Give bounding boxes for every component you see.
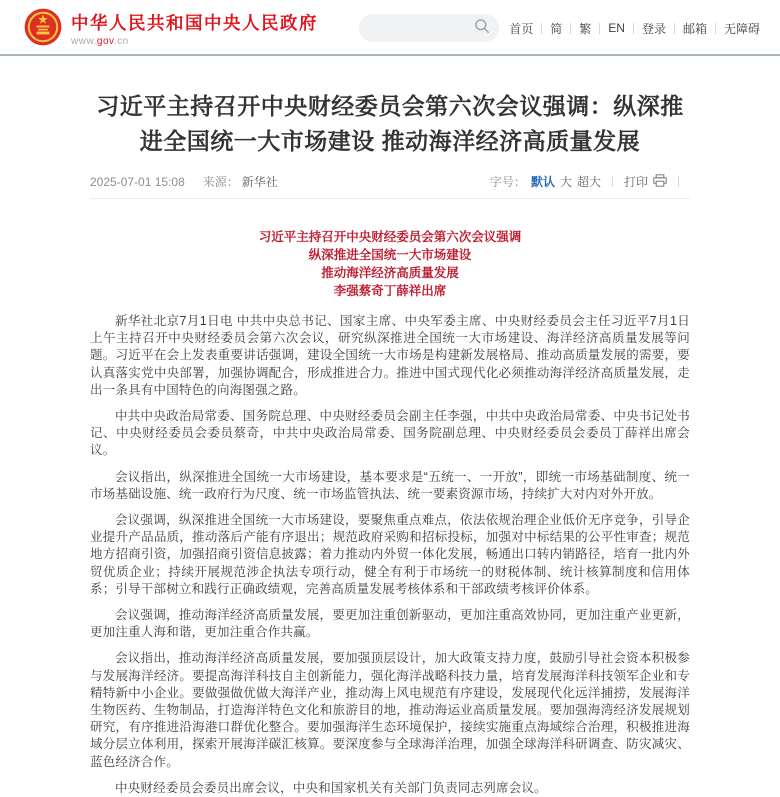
- nav-separator: [570, 23, 571, 34]
- subtitle-line: 李强蔡奇丁薛祥出席: [333, 284, 447, 298]
- site-title: 中华人民共和国中央人民政府: [71, 12, 318, 33]
- nav-separator: [674, 23, 675, 34]
- meta-right: [490, 173, 690, 190]
- nav-link-accessibility[interactable]: 无障碍: [723, 21, 760, 36]
- nav-link-mailbox[interactable]: 邮箱: [682, 21, 707, 36]
- meta-separator: [612, 176, 613, 187]
- article-paragraph: 中央财经委员会委员出席会议，中央和国家机关有关部门负责同志列席会议。: [115, 780, 547, 795]
- subtitle-line: 纵深推进全国统一大市场建设: [308, 248, 472, 262]
- nav-link-simplified[interactable]: 简: [550, 21, 563, 36]
- article-paragraph: 会议指出，推动海洋经济高质量发展，要加强顶层设计，加大政策支持力度，鼓励引导社会资本积极参与发展海洋经济。要提高海洋科技自主创新能力，强化海洋战略科技力量，培育发展海洋科技领军企业和专精特新中小企业。要做强做优做大海洋产业，推动海上风电规范有序建设，发展现代化远洋捕捞，发展海洋生物医药、生物制品，打造海洋特色文化和旅游目的地，推动海运业高质量发展。要加强海湾经济发展规划研究，有序推进沿海港口群优化整合。要加强海洋生态环境保护，接续实施重点海域综合治理，积极推进海域分层立体利用，探索开展海洋碳汇核算。要深度参与全球海洋治理，加强全球海洋科研调查、防灾减灾、蓝色经济合作。: [90, 651, 690, 769]
- site-url: www.gov.cn: [71, 35, 129, 47]
- article-paragraph: 新华社北京7月1日电 中共中央总书记、国家主席、中央军委主席、中央财经委员会主任习近平7月1日上午主持召开中央财经委员会第六次会议，研究纵深推进全国统一大市场建设、海洋经济高质量发展等问题。习近平在会上发表重要讲话强调，建设全国统一大市场是构建新发展格局、推动高质量发展的需要，要认真落实党中央部署，加强协调配合，形成推进合力。推进中国式现代化必须推动海洋经济高质量发展，走出一条具有中国特色的向海图强之路。: [90, 314, 690, 397]
- site-header: [0, 0, 780, 56]
- nav-separator: [633, 23, 634, 34]
- national-emblem-icon: [24, 8, 62, 51]
- font-size-xlarge[interactable]: 超大: [576, 175, 601, 189]
- nav-separator: [715, 23, 716, 34]
- logo-text: [71, 13, 318, 47]
- font-size-default[interactable]: 默认: [530, 175, 555, 189]
- article: [90, 89, 690, 797]
- source-name: 新华社: [241, 175, 278, 189]
- subtitle-line: 推动海洋经济高质量发展: [321, 266, 459, 280]
- article-paragraph: 会议指出，纵深推进全国统一大市场建设，基本要求是“五统一、一开放”，即统一市场基础制度、统一市场基础设施、统一政府行为尺度、统一市场监管执法、统一要素资源市场，持续扩大对内对外开放。: [90, 469, 690, 501]
- nav-link-home[interactable]: 首页: [509, 21, 534, 36]
- search-input[interactable]: [359, 14, 499, 42]
- article-title: 习近平主持召开中央财经委员会第六次会议强调：纵深推进全国统一大市场建设 推动海洋经济高质量发展: [96, 93, 684, 154]
- top-nav: [509, 20, 760, 37]
- article-body: [90, 313, 690, 797]
- article-meta: [90, 173, 690, 199]
- search-icon[interactable]: [474, 18, 490, 39]
- print-label: 打印: [623, 175, 648, 189]
- publish-date: 2025-07-01 15:08: [90, 174, 185, 189]
- meta-separator: [678, 176, 679, 187]
- subtitle-line: 习近平主持召开中央财经委员会第六次会议强调: [258, 230, 522, 244]
- header-right: [359, 14, 760, 42]
- meta-left: [90, 173, 278, 190]
- nav-link-traditional[interactable]: 繁: [579, 21, 592, 36]
- nav-separator: [541, 23, 542, 34]
- source-label: 来源：: [202, 175, 239, 189]
- font-size-large[interactable]: 大: [559, 175, 572, 189]
- article-paragraph: 会议强调，纵深推进全国统一大市场建设，要聚焦重点难点，依法依规治理企业低价无序竞争，引导企业提升产品品质，推动落后产能有序退出；规范政府采购和招标投标，加强对中标结果的公平性审查；规范地方招商引资，加强招商引资信息披露；着力推动内外贸一体化发展，畅通出口转内销路径，培育一批内外贸优质企业；持续开展规范涉企执法专项行动，健全有利于市场统一的财税体制、统计核算制度和信用体系；引导干部树立和践行正确政绩观，完善高质量发展考核体系和干部政绩考核评价体系。: [90, 513, 690, 596]
- nav-link-english[interactable]: EN: [608, 21, 625, 35]
- nav-separator: [599, 23, 600, 34]
- nav-link-login[interactable]: 登录: [641, 21, 666, 36]
- article-subtitle-block: [90, 228, 690, 300]
- printer-icon: [648, 174, 667, 190]
- site-logo[interactable]: [24, 8, 318, 51]
- article-paragraph: 中共中央政治局常委、国务院总理、中央财经委员会副主任李强，中共中央政治局常委、中央书记处书记、中央财经委员会委员蔡奇，中共中央政治局常委、国务院副总理、中央财经委员会委员丁薛祥出席会议。: [90, 409, 690, 458]
- font-size-label: 字号：: [489, 175, 526, 189]
- print-button[interactable]: [624, 173, 667, 190]
- article-paragraph: 会议强调，推动海洋经济高质量发展，要更加注重创新驱动，更加注重高效协同，更加注重产业更新，更加注重人海和谐，更加注重合作共赢。: [90, 608, 690, 640]
